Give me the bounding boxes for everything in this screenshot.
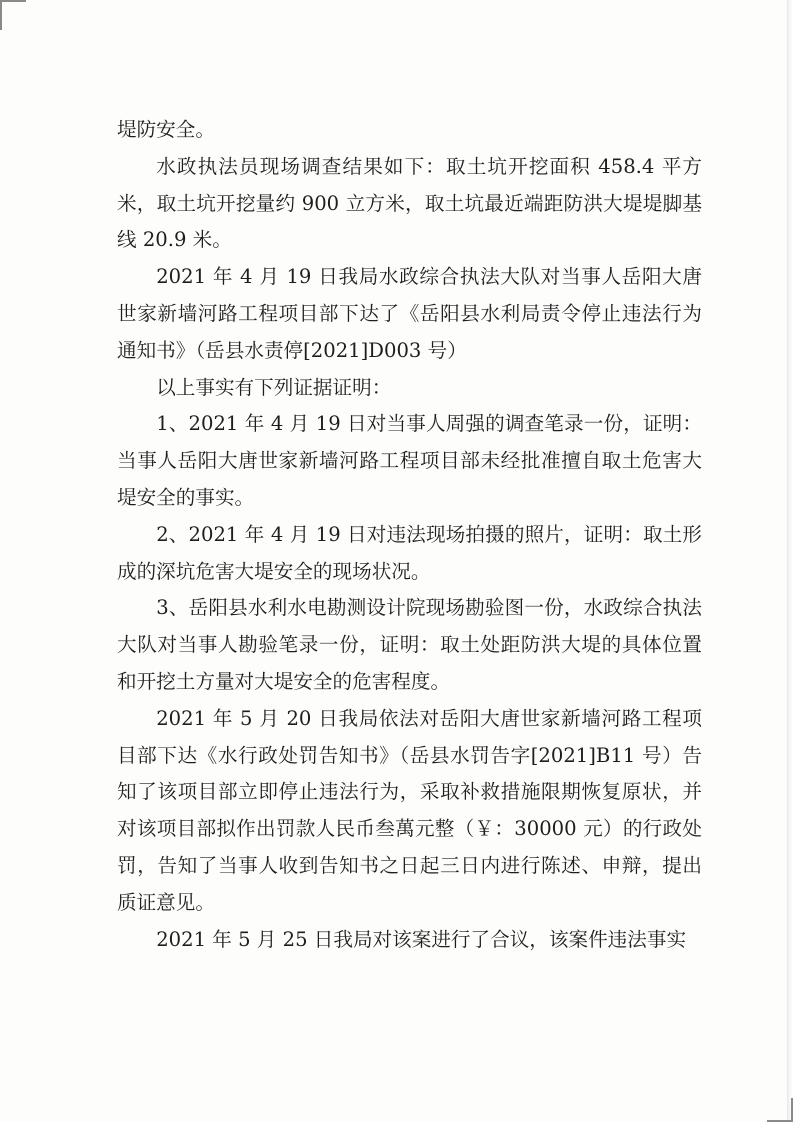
- paragraph: 堤防安全。: [117, 118, 215, 141]
- paragraph: 水政执法员现场调查结果如下：取土坑开挖面积 458.4 平方米，取土坑开挖量约 900 立方米，取土坑最近端距防洪大堤堤脚基线 20.9 米。: [117, 154, 702, 252]
- paragraph: 3、岳阳县水利水电勘测设计院现场勘验图一份，水政综合执法大队对当事人勘验笔录一份，证明：取土处距防洪大堤的具体位置和开挖土方量对大堤安全的危害程度。: [117, 596, 702, 693]
- page-edge-shadow: [787, 0, 793, 1122]
- paragraph: 以上事实有下列证据证明：: [156, 375, 392, 399]
- paragraph: 1、2021 年 4 月 19 日对当事人周强的调查笔录一份，证明：当事人岳阳大唐世家新墙河路工程项目部未经批准擅自取土危害大堤安全的事实。: [117, 412, 702, 509]
- scan-corner-mark: [0, 0, 26, 2]
- paragraph: 2、2021 年 4 月 19 日对违法现场拍摄的照片，证明：取土形成的深坑危害大堤安全的现场状况。: [117, 522, 702, 583]
- paragraph: 2021 年 5 月 25 日我局对该案进行了合议，该案件违法事实: [156, 927, 687, 951]
- paragraph: 2021 年 5 月 20 日我局依法对岳阳大唐世家新墙河路工程项目部下达《水行政处罚告知书》（岳县水罚告字[2021]B11 号）告知了该项目部立即停止违法行为，采取补救措施限期恢复原状，并对该项目部拟作出罚款人民币叁萬元整（￥：30000 元）的行政处罚，告知了当事人收到告知书之日起三日内进行陈述、申辩，提出质证意见。: [117, 706, 702, 914]
- paragraph: 2021 年 4 月 19 日我局水政综合执法大队对当事人岳阳大唐世家新墙河路工程项目部下达了《岳阳县水利局责令停止违法行为通知书》（岳县水责停[2021]D003 号）: [117, 265, 702, 362]
- scan-corner-mark: [0, 0, 2, 30]
- document-body: [117, 112, 702, 958]
